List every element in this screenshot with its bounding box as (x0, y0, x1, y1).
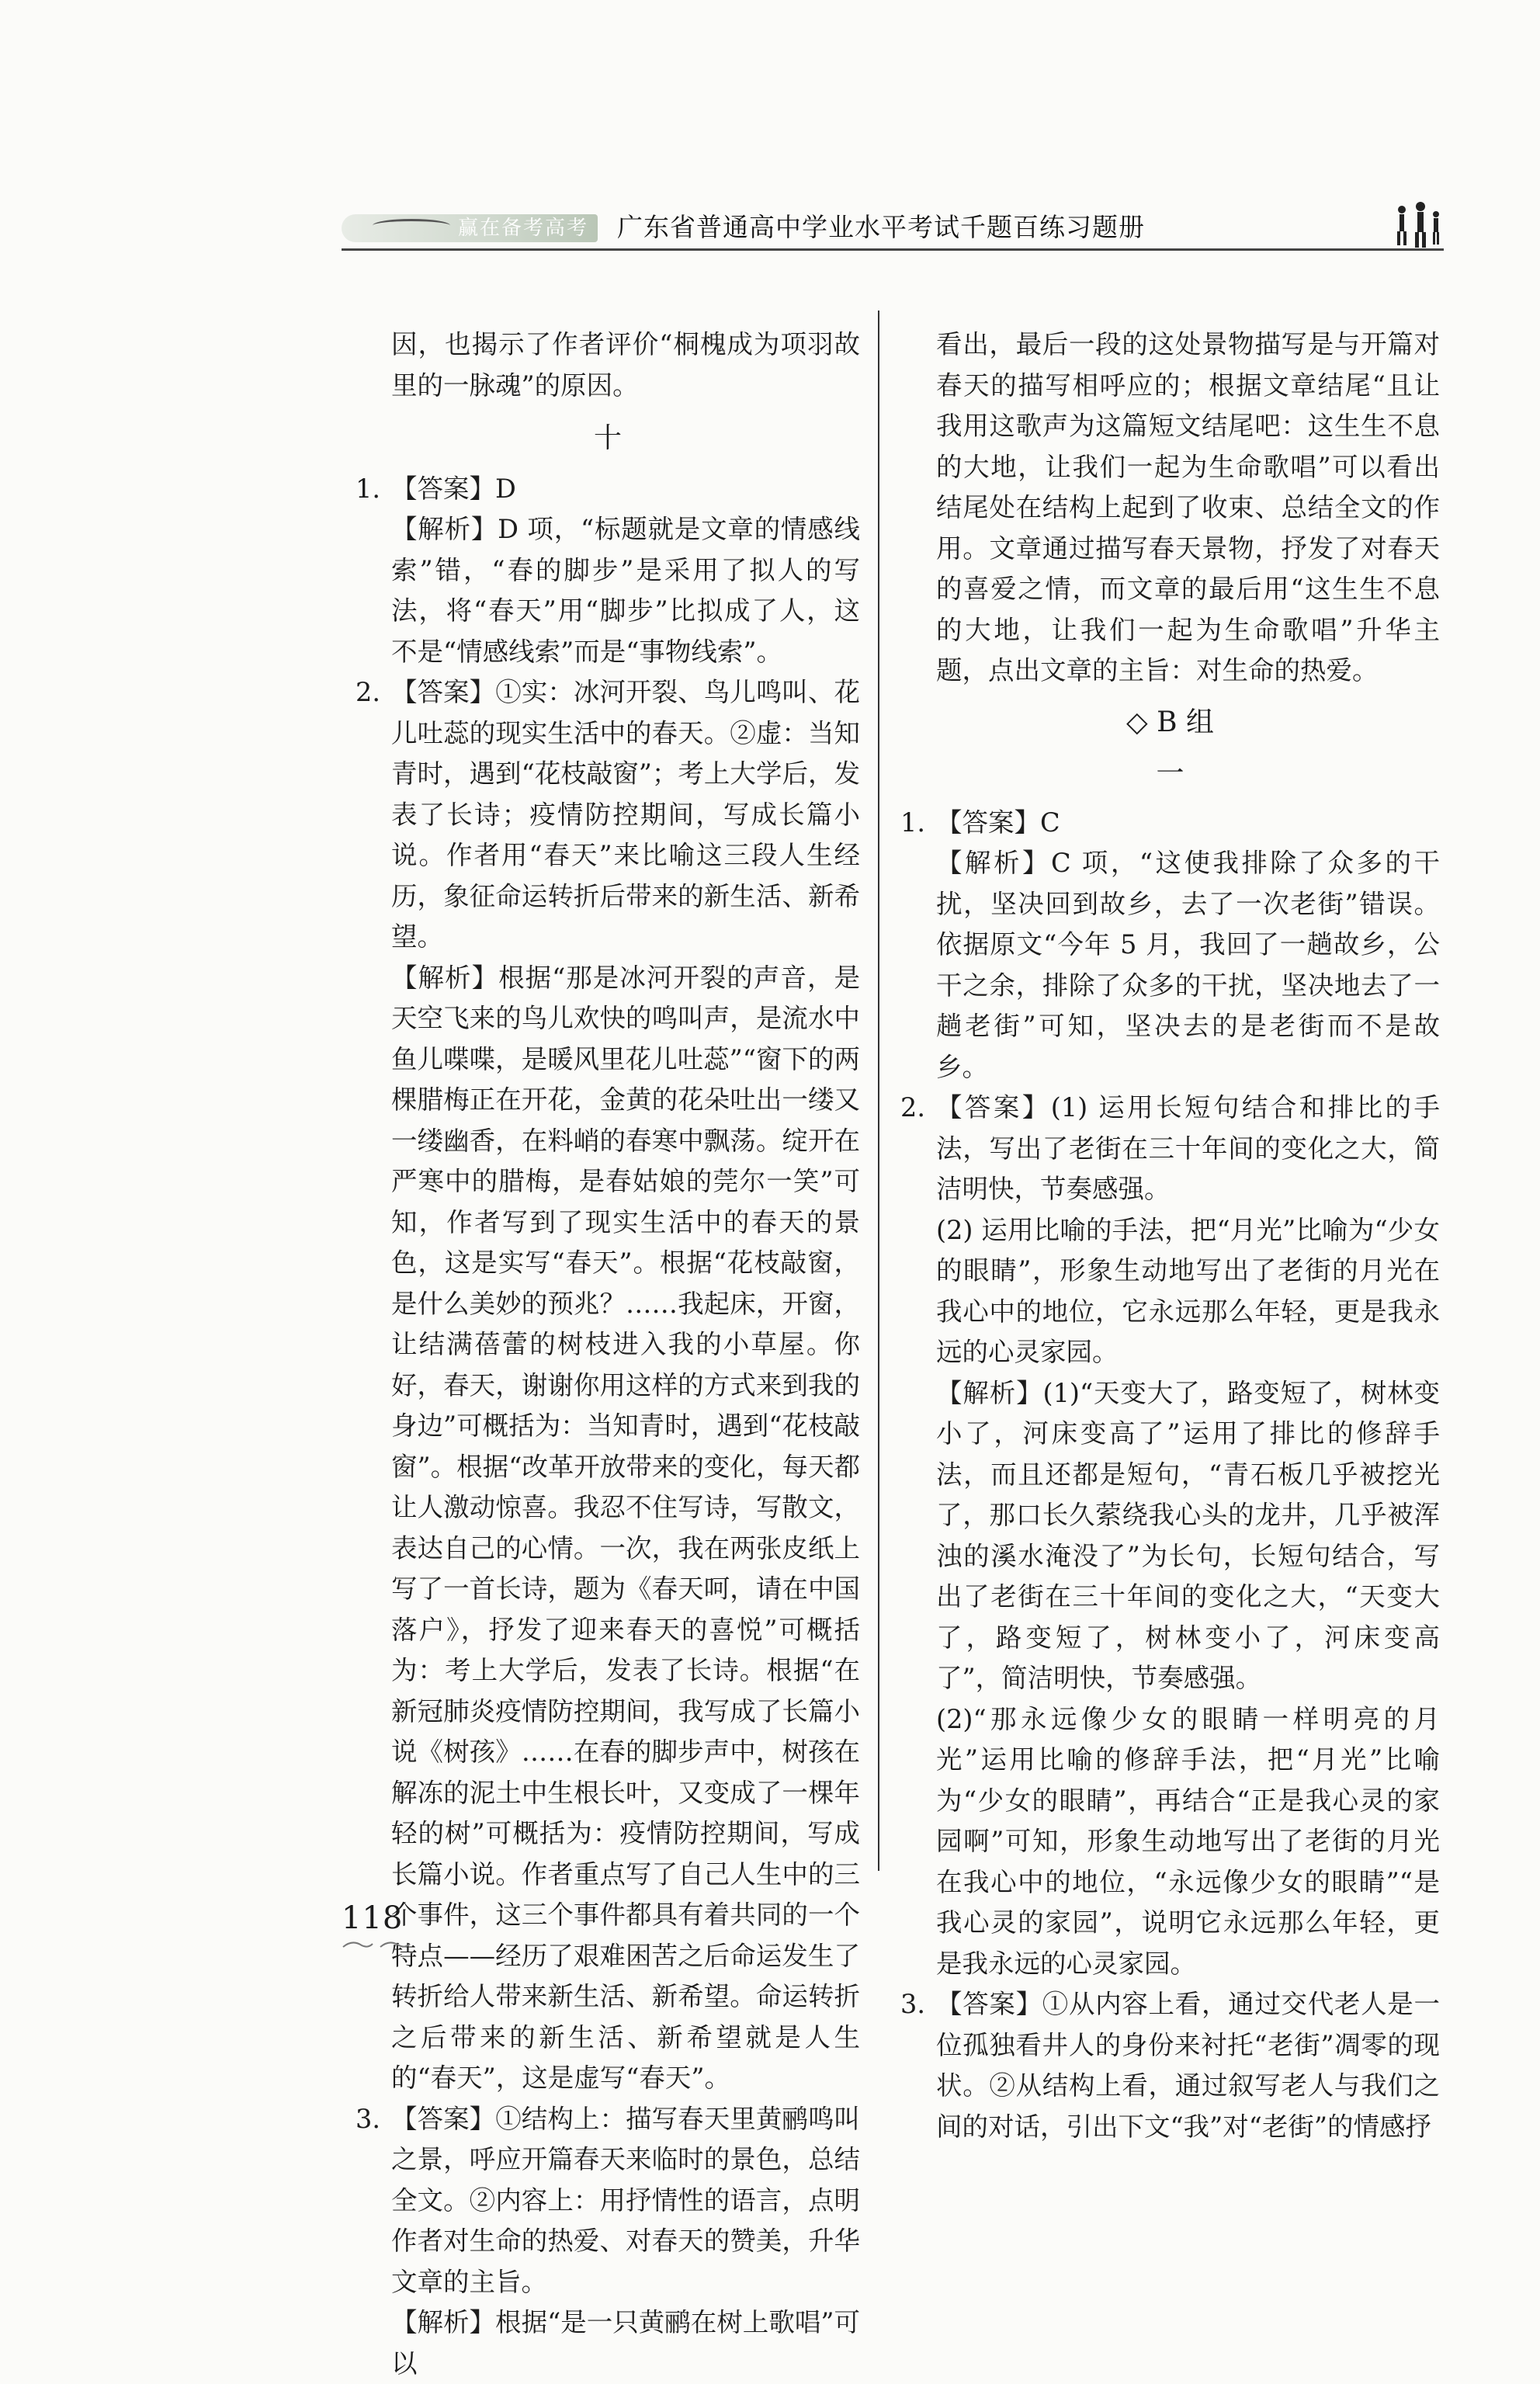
analysis: 【解析】根据“那是冰河开裂的声音，是天空飞来的鸟儿欢快的鸣叫声，是流水中鱼儿喋喋，是暖风里花儿吐蕊”“窗下的两棵腊梅正在开花，金黄的花朵吐出一缕又一缕幽香，在料峭的春寒中飘荡。绽开在严寒中的腊梅，是春姑娘的莞尔一笑”可知，作者写到了现实生活中的春天的景色，这是实写“春天”。根据“花枝敲窗，是什么美妙的预兆？……我起床，开窗，让结满蓓蕾的树枝进入我的小草屋。你好，春天，谢谢你用这样的方式来到我的身边”可概括为：当知青时，遇到“花枝敲窗”。根据“改革开放带来的变化，每天都让人激动惊喜。我忍不住写诗，写散文，表达自己的心情。一次，我在两张皮纸上写了一首长诗，题为《春天呵，请在中国落户》，抒发了迎来春天的喜悦”可概括为：考上大学后，发表了长诗。根据“在新冠肺炎疫情防控期间，我写成了长篇小说《树孩》……在春的脚步声中，树孩在解冻的泥土中生根长叶，又变成了一棵年轻的树”可概括为：疫情防控期间，写成长篇小说。作者重点写了自己人生中的三个事件，这三个事件都具有着共同的一个特点——经历了艰难困苦之后命运发生了转折给人带来新生活、新希望。命运转折之后带来的新生活、新希望就是人生的“春天”，这是虚写“春天”。 (391, 958, 860, 2099)
question-3 (356, 2099, 860, 2384)
answer-part-2: (2) 运用比喻的手法，把“月光”比喻为“少女的眼睛”，形象生动地写出了老街的月光在我心中的地位，它永远那么年轻，更是我永远的心灵家园。 (936, 1210, 1440, 1373)
answer: 【答案】(1) 运用长短句结合和排比的手法，写出了老街在三十年间的变化之大，简洁明快，节奏感强。 (936, 1088, 1440, 1210)
header-badge-text: 赢在备考高考 (458, 217, 588, 240)
analysis-part-2: (2)“那永远像少女的眼睛一样明亮的月光”运用比喻的修辞手法，把“月光”比喻为“少女的眼睛”，再结合“正是我心灵的家园啊”可知，形象生动地写出了老街的月光在我心中的地位，“永远像少女的眼睛”“是我心灵的家园”，说明它永远那么年轻，更是我永远的心灵家园。 (936, 1699, 1440, 1985)
header-rule (342, 248, 1444, 251)
analysis: 【解析】D 项，“标题就是文章的情感线索”错，“春的脚步”是采用了拟人的写法，将“春天”用“脚步”比拟成了人，这不是“情感线索”而是“事物线索”。 (391, 509, 860, 672)
answer: 【答案】①结构上：描写春天里黄鹂鸣叫之景，呼应开篇春天来临时的景色，总结全文。②内容上：用抒情性的语言，点明作者对生命的热爱、对春天的赞美，升华文章的主旨。 (391, 2099, 860, 2303)
question-number: 3. (356, 2099, 380, 2140)
analysis: 【解析】(1)“天变大了，路变短了，树林变小了，河床变高了”运用了排比的修辞手法，而且还都是短句，“青石板几乎被挖光了，那口长久萦绕我心头的龙井，几乎被浑浊的溪水淹没了”为长句，长短句结合，写出了老街在三十年间的变化之大，“天变大了，路变短了，树林变小了，河床变高了”，简洁明快，节奏感强。 (936, 1373, 1440, 1699)
page-ornament-icon (342, 1939, 411, 1950)
left-column (356, 324, 860, 2384)
question-3 (900, 1984, 1440, 2147)
analysis: 【解析】根据“是一只黄鹂在树上歌唱”可以 (391, 2302, 860, 2384)
section-heading: 十 (356, 418, 860, 460)
right-column (900, 324, 1440, 2147)
book-title: 广东省普通高中学业水平考试千题百练习题册 (617, 208, 1145, 247)
question-2 (900, 1088, 1440, 1984)
analysis: 【解析】C 项，“这使我排除了众多的干扰，坚决回到故乡，去了一次老街”错误。依据原文“今年 5 月，我回了一趟故乡，公干之余，排除了众多的干扰，坚决地去了一趟老街”可知，坚决去的是老街而不是故乡。 (936, 843, 1440, 1088)
running-header (342, 208, 1444, 255)
question-number: 1. (356, 469, 380, 510)
page-number: 118 (342, 1900, 403, 1936)
question-number: 1. (900, 803, 925, 844)
question-number: 2. (900, 1088, 925, 1129)
bird-decoration-icon (373, 219, 450, 232)
answer: 【答案】C (936, 803, 1440, 844)
question-1 (900, 803, 1440, 1088)
question-number: 3. (900, 1984, 925, 2025)
answer: 【答案】①从内容上看，通过交代老人是一位孤独看井人的身份来衬托“老街”凋零的现状。②从结构上看，通过叙写老人与我们之间的对话，引出下文“我”对“老街”的情感抒 (936, 1984, 1440, 2147)
column-divider (878, 311, 879, 1871)
answer: 【答案】D (391, 469, 860, 510)
answer: 【答案】①实：冰河开裂、鸟儿鸣叫、花儿吐蕊的现实生活中的春天。②虚：当知青时，遇到“花枝敲窗”；考上大学后，发表了长诗；疫情防控期间，写成长篇小说。作者用“春天”来比喻这三段人生经历，象征命运转折后带来的新生活、新希望。 (391, 672, 860, 958)
group-heading: ◇ B 组 (900, 703, 1440, 744)
runners-icon (1389, 202, 1444, 248)
left-intro: 因，也揭示了作者评价“桐槐成为项羽故里的一脉魂”的原因。 (356, 324, 860, 406)
sub-heading: 一 (900, 754, 1440, 795)
question-1 (356, 469, 860, 673)
question-2 (356, 672, 860, 2099)
question-number: 2. (356, 672, 380, 713)
right-continuation: 看出，最后一段的这处景物描写是与开篇对春天的描写相呼应的；根据文章结尾“且让我用这歌声为这篇短文结尾吧：这生生不息的大地，让我们一起为生命歌唱”可以看出结尾处在结构上起到了收束、总结全文的作用。文章通过描写春天景物，抒发了对春天的喜爱之情，而文章的最后用“这生生不息的大地，让我们一起为生命歌唱”升华主题，点出文章的主旨：对生命的热爱。 (900, 324, 1440, 692)
